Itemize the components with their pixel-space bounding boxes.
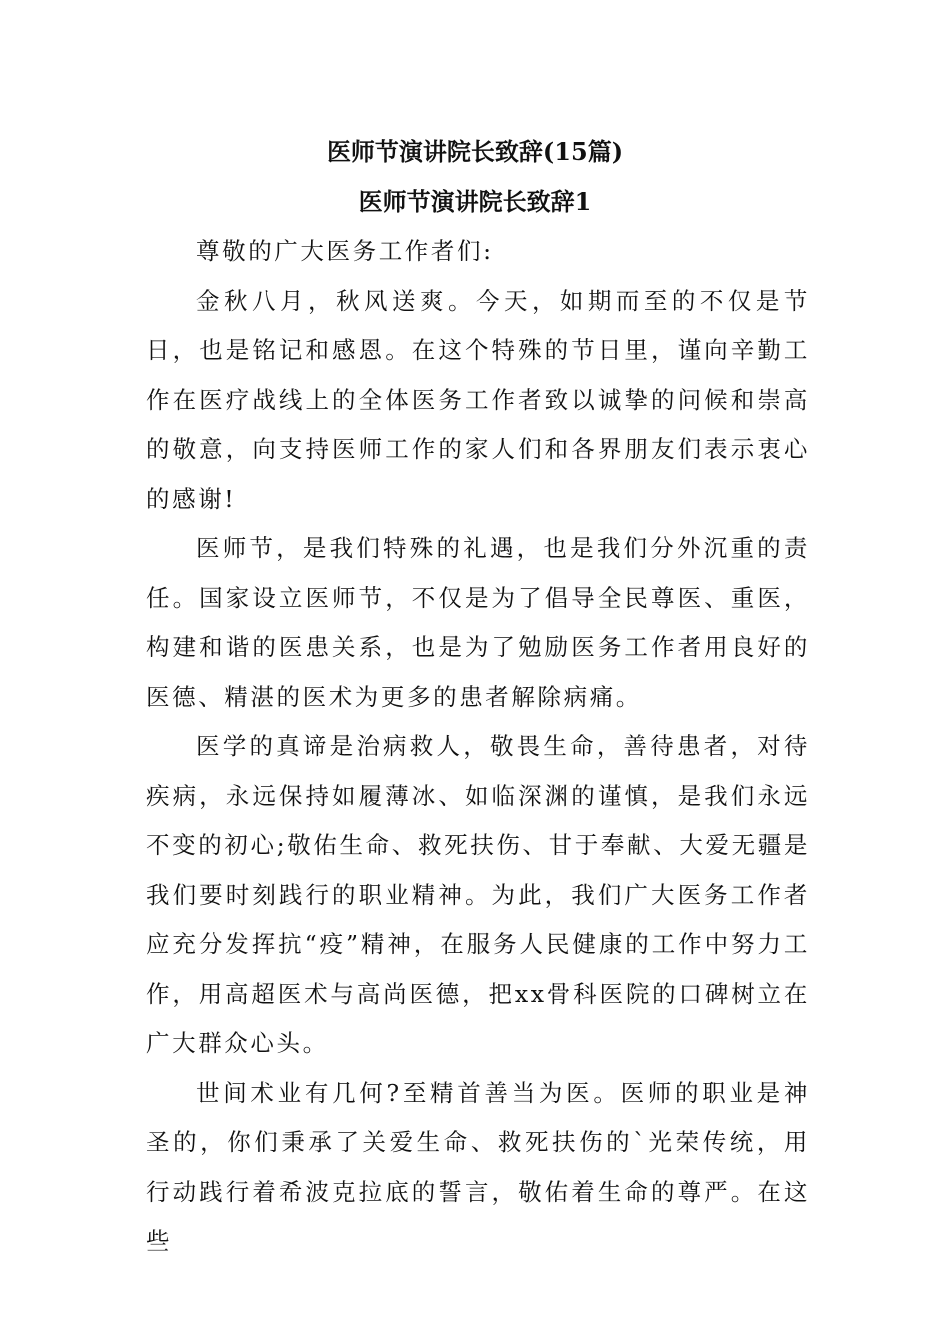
body-paragraph: 医师节，是我们特殊的礼遇，也是我们分外沉重的责任。国家设立医师节，不仅是为了倡导全民尊医、重医，构建和谐的医患关系，也是为了勉励医务工作者用良好的医德、精湛的医术为更多的患者解除病痛。 [146,534,810,711]
body-paragraph: 金秋八月，秋风送爽。今天，如期而至的不仅是节日，也是铭记和感恩。在这个特殊的节日里，谨向辛勤工作在医疗战线上的全体医务工作者致以诚挚的问候和崇高的敬意，向支持医师工作的家人们和各界朋友们表示衷心的感谢! [146,286,810,513]
body-paragraph: 世间术业有几何?至精首善当为医。医师的职业是神圣的，你们秉承了关爱生命、救死扶伤的`光荣传统，用行动践行着希波克拉底的誓言，敬佑着生命的尊严。在这些 [146,1078,810,1255]
document-subtitle: 医师节演讲院长致辞1 [358,187,592,216]
document-title: 医师节演讲院长致辞(15篇) [326,137,624,166]
document-body [146,227,810,1267]
body-paragraph: 医学的真谛是治病救人，敬畏生命，善待患者，对待疾病，永远保持如履薄冰、如临深渊的谨慎，是我们永远不变的初心;敬佑生命、救死扶伤、甘于奉献、大爱无疆是我们要时刻践行的职业精神。为此，我们广大医务工作者应充分发挥抗“疫”精神，在服务人民健康的工作中努力工作，用高超医术与高尚医德，把xx骨科医院的口碑树立在广大群众心头。 [146,732,810,1057]
greeting-paragraph: 尊敬的广大医务工作者们: [196,237,494,265]
